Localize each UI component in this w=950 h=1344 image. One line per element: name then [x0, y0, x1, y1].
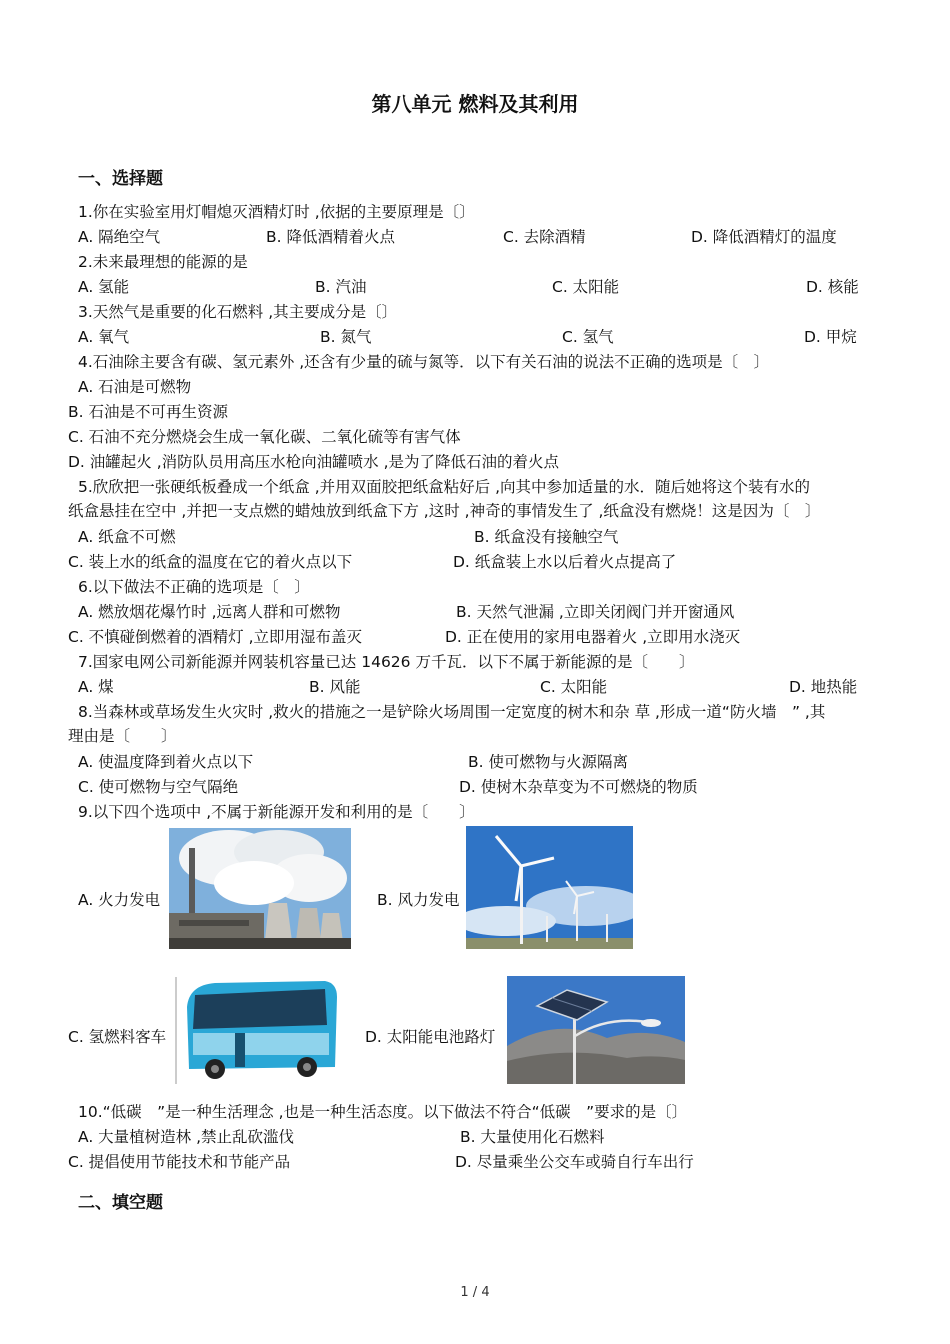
question-7-option-d: D. 地热能	[789, 678, 858, 696]
question-5-option-b: B. 纸盒没有接触空气	[474, 528, 619, 546]
question-6-option-a: A. 燃放烟花爆竹时 ,远离人群和可燃物	[78, 603, 341, 621]
question-4-stem: 4.石油除主要含有碳、氢元素外 ,还含有少量的硫与氮等．以下有关石油的说法不正确的选项是〔 〕	[78, 353, 770, 371]
question-6-option-b: B. 天然气泄漏 ,立即关闭阀门并开窗通风	[456, 603, 735, 621]
hydrogen-bus-image	[175, 977, 340, 1084]
question-10-option-a: A. 大量植树造林 ,禁止乱砍滥伐	[78, 1128, 295, 1146]
thermal-power-plant-image	[169, 828, 351, 949]
question-8-option-c: C. 使可燃物与空气隔绝	[78, 778, 239, 796]
question-7-stem: 7.国家电网公司新能源并网装机容量已达 14626 万千瓦．以下不属于新能源的是〔 〕	[78, 653, 695, 671]
question-4-option-b: B. 石油是不可再生资源	[68, 403, 228, 421]
wind-turbine-image	[466, 826, 633, 949]
question-7-option-c: C. 太阳能	[540, 678, 608, 696]
question-4-option-c: C. 石油不充分燃烧会生成一氧化碳、二氧化硫等有害气体	[68, 428, 461, 446]
question-3-option-c: C. 氢气	[562, 328, 614, 346]
question-6-stem: 6.以下做法不正确的选项是〔 〕	[78, 578, 310, 596]
question-3-option-a: A. 氧气	[78, 328, 130, 346]
page-title: 第八单元 燃料及其利用	[371, 92, 579, 116]
question-1-option-c: C. 去除酒精	[503, 228, 586, 246]
solar-street-lamp-image	[507, 976, 685, 1084]
question-2-stem: 2.未来最理想的能源的是	[78, 253, 248, 271]
section-heading-choice: 一、选择题	[78, 169, 163, 189]
question-6-option-c: C. 不慎碰倒燃着的酒精灯 ,立即用湿布盖灭	[68, 628, 363, 646]
question-5-option-d: D. 纸盒装上水以后着火点提高了	[453, 553, 677, 571]
question-9-stem: 9.以下四个选项中 ,不属于新能源开发和利用的是〔 〕	[78, 803, 475, 821]
question-7-option-a: A. 煤	[78, 678, 114, 696]
question-10-stem: 10.“低碳 ”是一种生活理念 ,也是一种生活态度。以下做法不符合“低碳 ”要求的是〔〕	[78, 1103, 688, 1121]
page-number: 1 / 4	[460, 1285, 490, 1300]
question-1-option-b: B. 降低酒精着火点	[266, 228, 395, 246]
question-3-option-b: B. 氮气	[320, 328, 372, 346]
question-9-option-d: D. 太阳能电池路灯	[365, 1028, 496, 1046]
question-9-option-b: B. 风力发电	[377, 891, 460, 909]
question-6-option-d: D. 正在使用的家用电器着火 ,立即用水浇灭	[445, 628, 741, 646]
question-7-option-b: B. 风能	[309, 678, 361, 696]
question-8-option-d: D. 使树木杂草变为不可燃烧的物质	[459, 778, 698, 796]
question-4-option-d: D. 油罐起火 ,消防队员用高压水枪向油罐喷水 ,是为了降低石油的着火点	[68, 453, 559, 471]
question-8-option-a: A. 使温度降到着火点以下	[78, 753, 254, 771]
question-5-option-c: C. 装上水的纸盒的温度在它的着火点以下	[68, 553, 353, 571]
question-1-option-d: D. 降低酒精灯的温度	[691, 228, 837, 246]
question-9-option-c: C. 氢燃料客车	[68, 1028, 167, 1046]
question-9-option-a: A. 火力发电	[78, 891, 161, 909]
question-8-stem-line1: 8.当森林或草场发生火灾时 ,救火的措施之一是铲除火场周围一定宽度的树木和杂 草 ,形成一道“防火墙 ” ,其	[78, 703, 826, 721]
question-5-option-a: A. 纸盒不可燃	[78, 528, 176, 546]
question-3-option-d: D. 甲烷	[804, 328, 857, 346]
question-2-option-a: A. 氢能	[78, 278, 130, 296]
question-2-option-d: D. 核能	[806, 278, 859, 296]
question-10-option-b: B. 大量使用化石燃料	[460, 1128, 605, 1146]
question-10-option-d: D. 尽量乘坐公交车或骑自行车出行	[455, 1153, 694, 1171]
question-1-stem: 1.你在实验室用灯帽熄灭酒精灯时 ,依据的主要原理是〔〕	[78, 203, 475, 221]
section-heading-fill-in: 二、填空题	[78, 1193, 163, 1213]
question-8-option-b: B. 使可燃物与火源隔离	[468, 753, 628, 771]
question-5-stem-line2: 纸盒悬挂在空中 ,并把一支点燃的蜡烛放到纸盒下方 ,这时 ,神奇的事情发生了 ,纸盒没有燃烧！这是因为〔 〕	[68, 502, 821, 520]
question-3-stem: 3.天然气是重要的化石燃料 ,其主要成分是〔〕	[78, 303, 398, 321]
question-5-stem-line1: 5.欣欣把一张硬纸板叠成一个纸盒 ,并用双面胶把纸盒粘好后 ,向其中参加适量的水．随后她将这个装有水的	[78, 478, 810, 496]
question-2-option-b: B. 汽油	[315, 278, 367, 296]
question-1-option-a: A. 隔绝空气	[78, 228, 161, 246]
question-4-option-a: A. 石油是可燃物	[78, 378, 192, 396]
question-2-option-c: C. 太阳能	[552, 278, 620, 296]
question-10-option-c: C. 提倡使用节能技术和节能产品	[68, 1153, 291, 1171]
question-8-stem-line2: 理由是〔 〕	[68, 727, 177, 745]
